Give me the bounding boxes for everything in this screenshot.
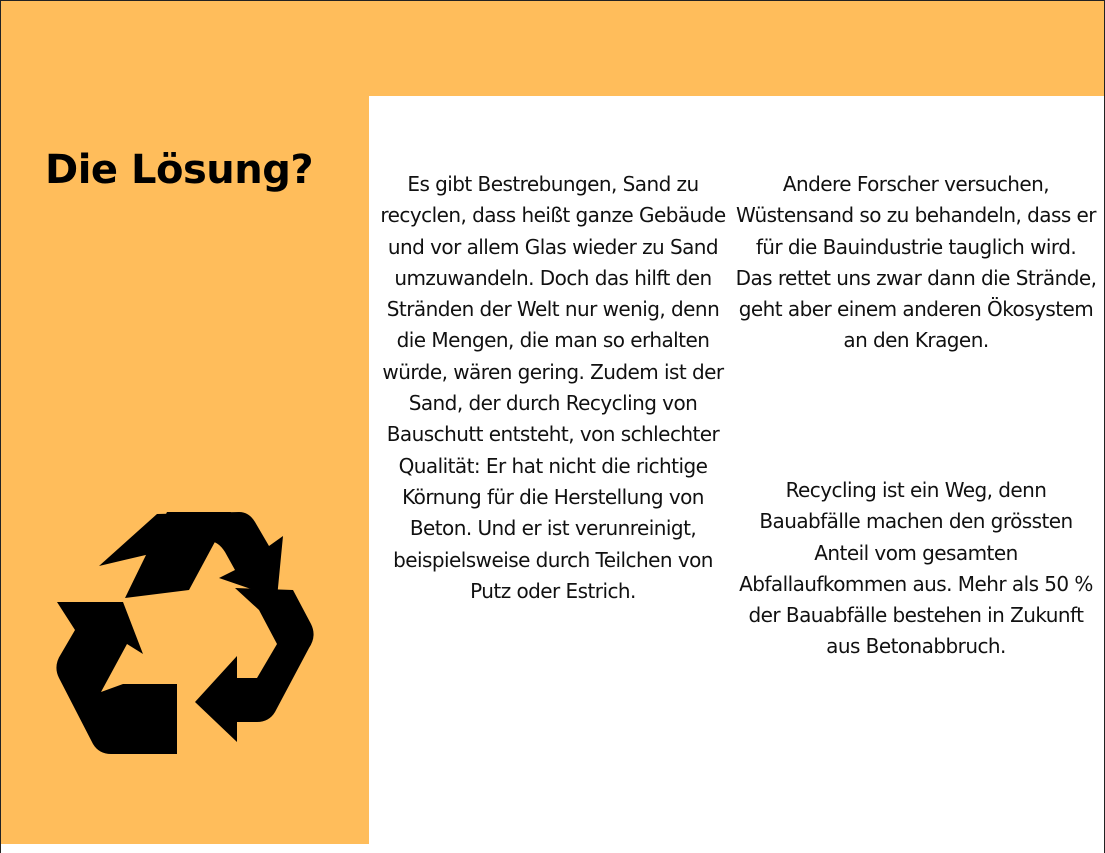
paragraph-left: Es gibt Bestrebungen, Sand zu recyclen, dass heißt ganze Gebäude und vor allem Glas wieder zu Sand umzuwandeln. Doch das hilft den Stränden der Welt nur wenig, denn die Mengen, die man so erhalten würde, wären gering. Zudem ist der Sand, der durch Recycling von Bauschutt entsteht, von schlechter Qualität: Er hat nicht die richtige Körnung für die Herstellung von Beton. Und er ist verunreinigt, beispielsweise durch Teilchen von Putz oder Estrich. (380, 172, 726, 603)
paragraph-right-top: Andere Forscher versuchen, Wüstensand so zu behandeln, dass er für die Bauindustrie tauglich wird. Das rettet uns zwar dann die Strände, geht aber einem anderen Ökosystem an den Kragen. (735, 172, 1097, 353)
paragraph-right-bottom: Recycling ist ein Weg, denn Bauabfälle machen den grössten Anteil vom gesamten Abfallaufkommen aus. Mehr als 50 % der Bauabfälle bestehen in Zukunft aus Betonabbruch. (739, 478, 1093, 659)
slide-title: Die Lösung? (45, 147, 314, 193)
recycle-icon (53, 506, 315, 764)
